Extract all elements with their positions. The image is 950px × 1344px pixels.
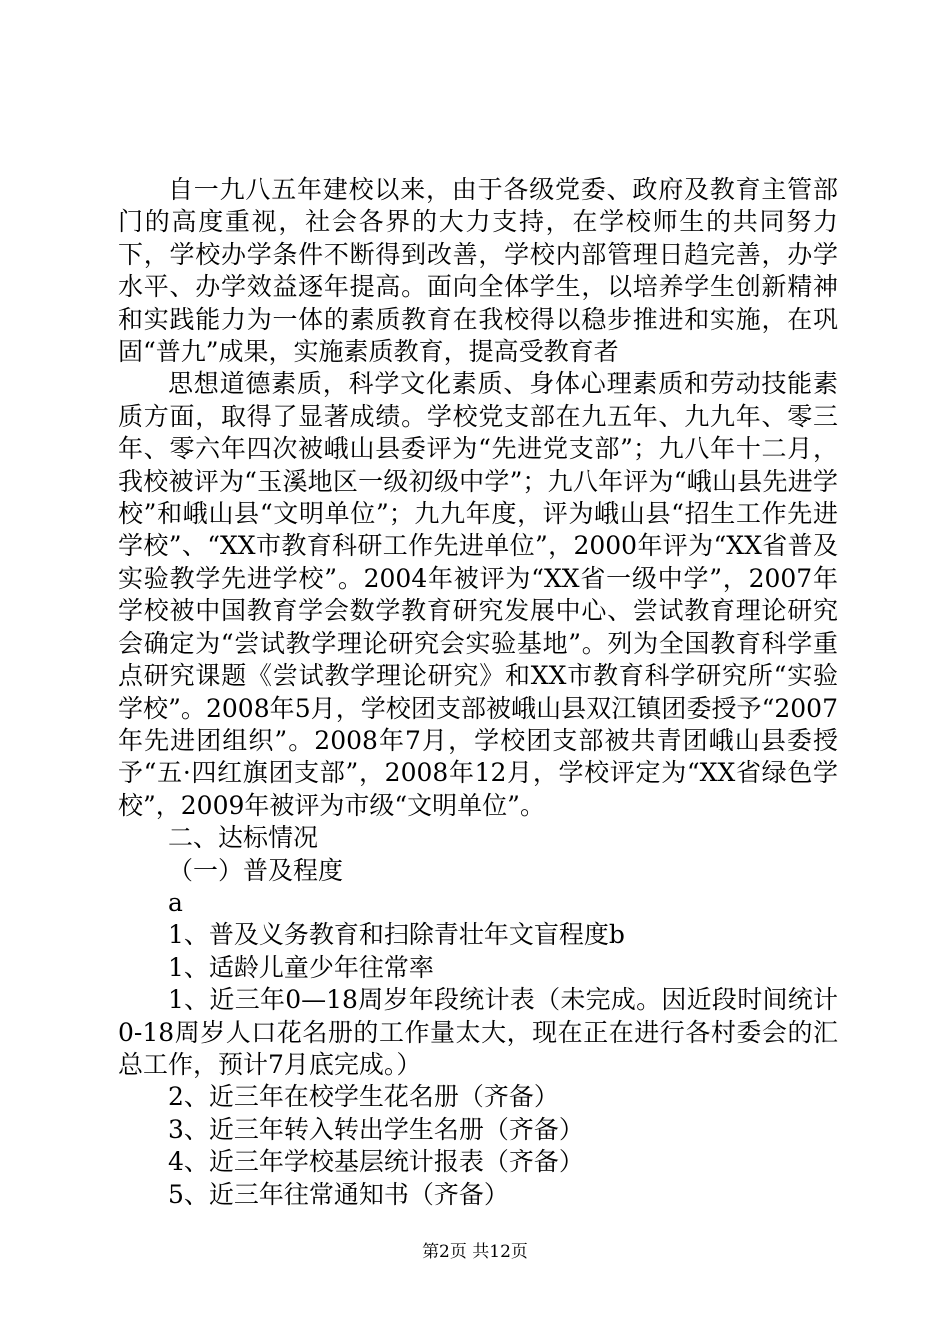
page-number-footer: 第2页 共12页 — [422, 1242, 528, 1262]
list-item: 5、近三年往常通知书（齐备） — [168, 1179, 509, 1209]
paragraph-achievements: 思想道德素质，科学文化素质、身体心理素质和劳动技能素质方面，取得了显著成绩。学校党支部在九五年、九九年、零三年、零六年四次被峨山县委评为“先进党支部”；九八年十二月，我校被评为“玉溪地区一级初级中学”；九八年评为“峨山县先进学校”和峨山县“文明单位”；九九年度，评为峨山县“招生工作先进学校”、“XX市教育科研工作先进单位”，2000年评为“XX省普及实验教学先进学校”。2004年被评为“XX省一级中学”，2007年学校被中国教育学会数学教育研究发展中心、尝试教育理论研究会确定为“尝试教学理论研究会实验基地”。列为全国教育科学重点研究课题《尝试教学理论研究》和XX市教育科学研究所“实验学校”。2008年5月，学校团支部被峨山县双江镇团委授予“2007年先进团组织”。2008年7月，学校团支部被共青团峨山县委授予“五·四红旗团支部”，2008年12月，学校评定为“XX省绿色学校”，2009年被评为市级“文明单位”。 — [118, 369, 838, 820]
subsection-heading: （一）普及程度 — [168, 855, 344, 885]
list-item: 3、近三年转入转出学生名册（齐备） — [168, 1114, 584, 1144]
item-subheading: 1、适龄儿童少年往常率 — [168, 952, 434, 982]
list-item: 4、近三年学校基层统计报表（齐备） — [168, 1147, 584, 1177]
section-heading: 二、达标情况 — [168, 823, 319, 853]
document-body — [118, 174, 838, 1211]
item-heading: 1、普及义务教育和扫除青壮年文盲程度b — [168, 920, 625, 950]
paragraph-history: 自一九八五年建校以来，由于各级党委、政府及教育主管部门的高度重视，社会各界的大力支持，在学校师生的共同努力下，学校办学条件不断得到改善，学校内部管理日趋完善，办学水平、办学效益逐年提高。面向全体学生，以培养学生创新精神和实践能力为一体的素质教育在我校得以稳步推进和实施，在巩固“普九”成果，实施素质教育，提高受教育者 — [118, 175, 838, 367]
list-item: 1、近三年0—18周岁年段统计表（未完成。因近段时间统计0-18周岁人口花名册的工作量太大，现在正在进行各村委会的汇总工作，预计7月底完成。） — [118, 985, 838, 1079]
list-item: 2、近三年在校学生花名册（齐备） — [168, 1082, 559, 1112]
marker-a: a — [168, 887, 183, 917]
